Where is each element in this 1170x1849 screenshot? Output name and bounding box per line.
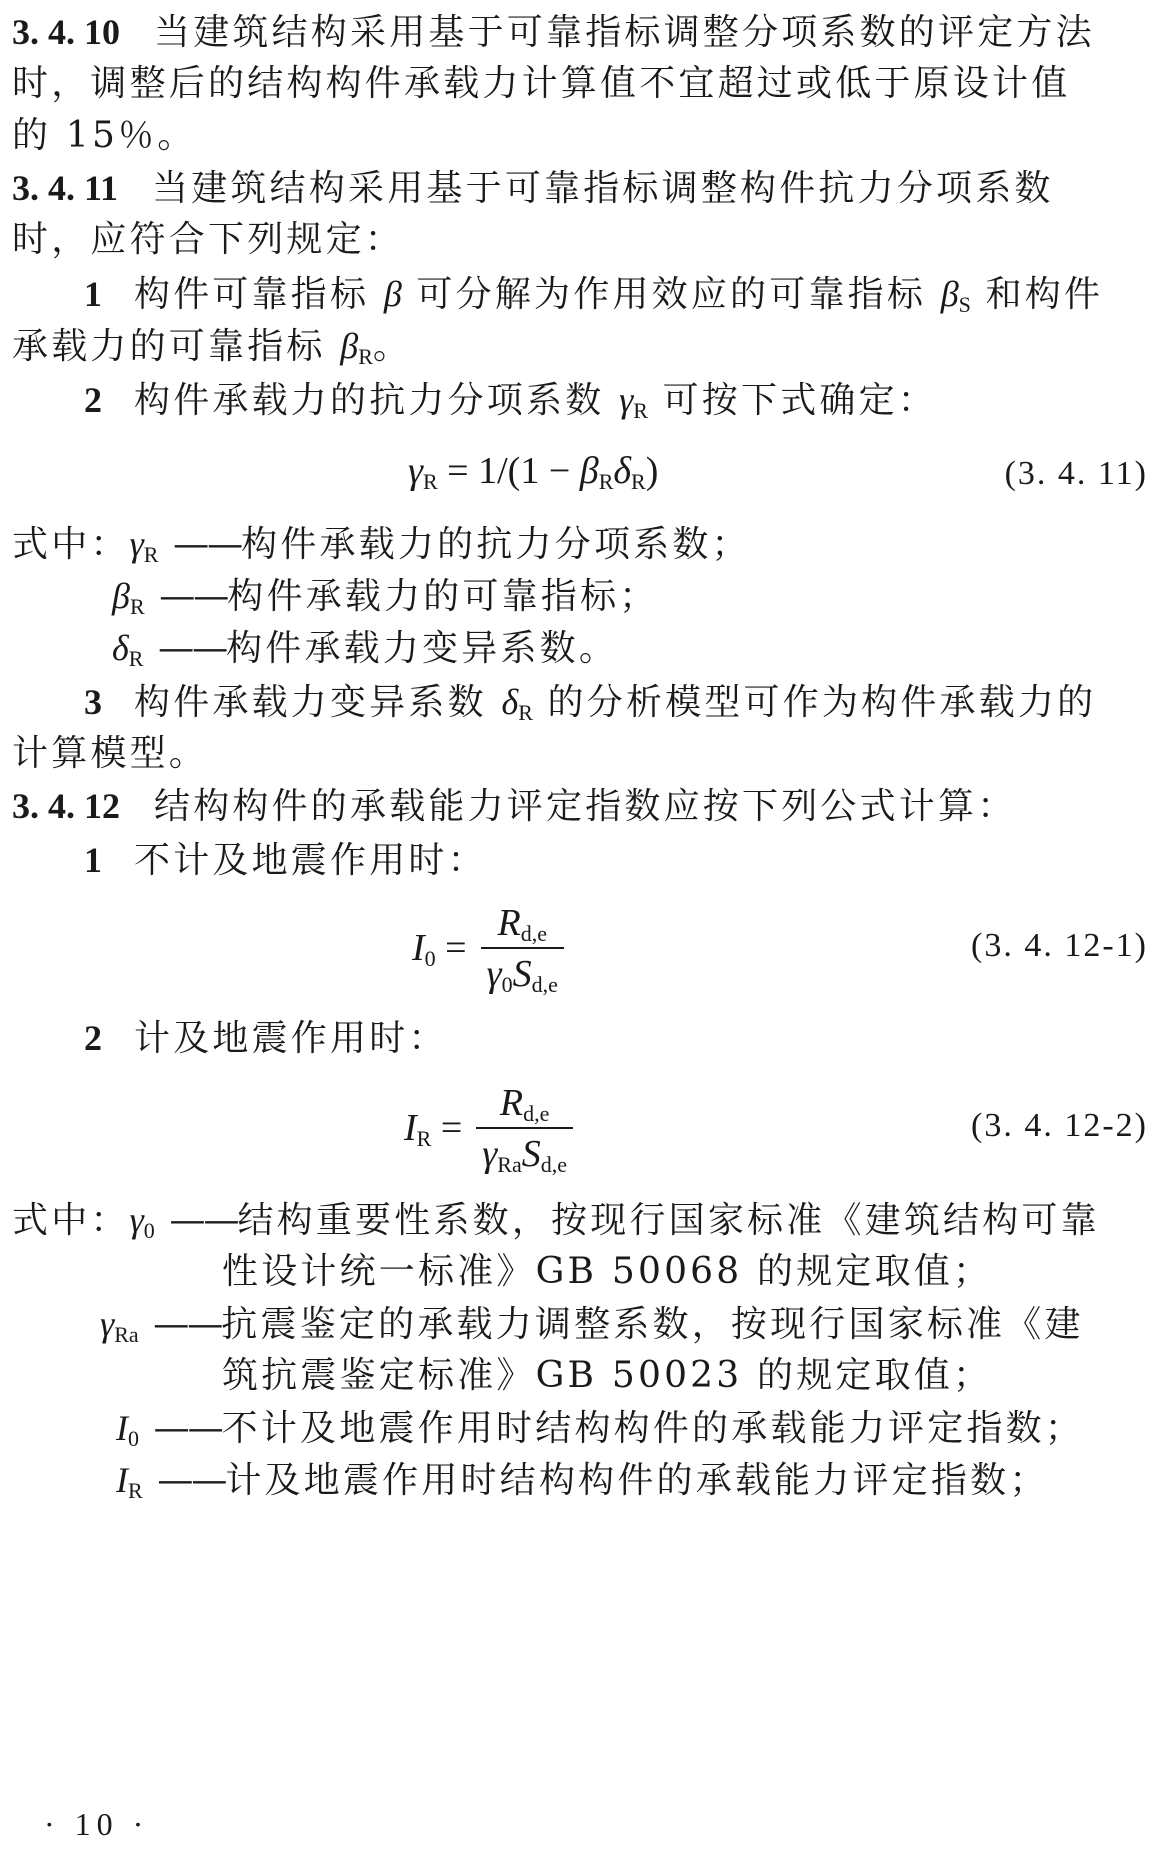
where-line-1: 式中：$\gamma_R$ ——构件承载力的抗力分项系数； bbox=[12, 524, 751, 567]
equation-3-4-12-1: $I_0$ = $\frac{R_{d,e}}{\gamma_0S_{d,e}}$ bbox=[412, 902, 564, 994]
clause-number: 3. 4. 10 bbox=[12, 12, 120, 52]
clause-3-4-10-line-3: 的 15％。 bbox=[12, 115, 197, 156]
clause-3-4-12-line-1: 3. 4. 12 结构构件的承载能力评定指数应按下列公式计算： bbox=[12, 786, 1017, 827]
where-line-1b: 性设计统一标准》GB 50068 的规定取值； bbox=[222, 1251, 993, 1292]
beta-symbol: β bbox=[383, 274, 402, 314]
item-1-line-2: 承载力的可靠指标 $\beta_R$。 bbox=[12, 326, 413, 369]
clause-number: 3. 4. 12 bbox=[12, 786, 120, 826]
clause-3-4-10-line-1: 3. 4. 10 当建筑结构采用基于可靠指标调整分项系数的评定方法 bbox=[12, 12, 1095, 53]
clause-3-4-10-line-2: 时，调整后的结构构件承载力计算值不宜超过或低于原设计值 bbox=[12, 63, 1071, 104]
equation-label: (3. 4. 11) bbox=[1004, 455, 1148, 492]
beta-r-symbol: $\beta_R$ bbox=[340, 326, 373, 369]
where-line-2b: 筑抗震鉴定标准》GB 50023 的规定取值； bbox=[222, 1355, 993, 1396]
item-3-line-1: 3 构件承载力变异系数 $\delta_R$ 的分析模型可作为构件承载力的 bbox=[84, 682, 1097, 725]
item-1-line: 1 不计及地震作用时： bbox=[84, 840, 487, 881]
clause-3-4-11-line-1: 3. 4. 11 当建筑结构采用基于可靠指标调整构件抗力分项系数 bbox=[12, 168, 1054, 209]
where-line-2: $\gamma_{Ra}$ ——抗震鉴定的承载力调整系数，按现行国家标准《建 bbox=[100, 1304, 1084, 1347]
delta-r-symbol: $\delta_R$ bbox=[501, 682, 533, 725]
where-line-3: $\delta_R$ ——构件承载力变异系数。 bbox=[112, 628, 619, 671]
equation-3-4-12-2: $I_R$ = $\frac{R_{d,e}}{\gamma_{Ra}S_{d,e}}$ bbox=[404, 1082, 573, 1174]
item-2-line: 2 构件承载力的抗力分项系数 $\gamma_R$ 可按下式确定： bbox=[84, 380, 937, 423]
where-line-3: $I_0$ ——不计及地震作用时结构构件的承载能力评定指数； bbox=[116, 1408, 1085, 1451]
item-2-line: 2 计及地震作用时： bbox=[84, 1018, 448, 1059]
gamma-r-symbol: $\gamma_R$ bbox=[619, 380, 648, 423]
where-line-2: $\beta_R$ ——构件承载力的可靠指标； bbox=[112, 576, 659, 619]
clause-number: 3. 4. 11 bbox=[12, 168, 119, 208]
equation-3-4-11: $\gamma_R = 1/(1 - \beta_R\delta_R)$ bbox=[408, 450, 659, 494]
equation-label: (3. 4. 12-2) bbox=[971, 1107, 1148, 1144]
where-line-1: 式中：$\gamma_0$ ——结构重要性系数，按现行国家标准《建筑结构可靠 bbox=[12, 1200, 1100, 1243]
equation-label: (3. 4. 12-1) bbox=[971, 927, 1148, 964]
item-1-line-1: 1 构件可靠指标 β 可分解为作用效应的可靠指标 $\beta_S$ 和构件 bbox=[84, 274, 1104, 317]
clause-3-4-11-line-2: 时，应符合下列规定： bbox=[12, 219, 405, 260]
beta-s-symbol: $\beta_S$ bbox=[940, 274, 971, 317]
page-number: · 10 · bbox=[44, 1806, 150, 1842]
item-3-line-2: 计算模型。 bbox=[12, 733, 209, 774]
where-line-4: $I_R$ ——计及地震作用时结构构件的承载能力评定指数； bbox=[116, 1460, 1049, 1503]
